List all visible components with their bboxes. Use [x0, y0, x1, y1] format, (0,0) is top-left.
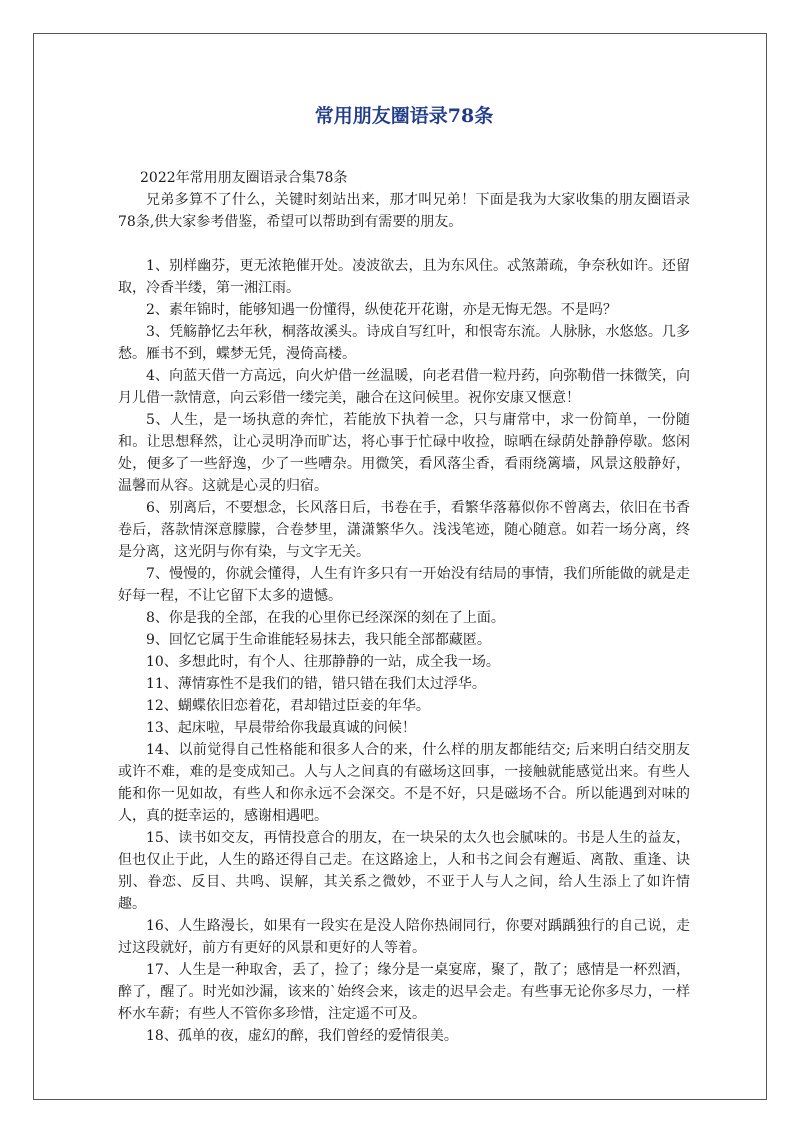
- list-item: 10、多想此时，有个人、往那静静的一站，成全我一场。: [146, 654, 500, 670]
- list-item: 4、向蓝天借一方高远，向火炉借一丝温暖，向老君借一粒丹药，向弥勒借一抹微笑，向月儿借一款情意，向云彩借一缕完美，融合在这问候里。祝你安康又惬意！: [118, 368, 690, 406]
- list-item: 9、回忆它属于生命谁能轻易抹去，我只能全部都藏匿。: [146, 632, 491, 648]
- list-item: 7、慢慢的，你就会懂得，人生有许多只有一开始没有结局的事情，我们所能做的就是走好每一程，不让它留下太多的遗憾。: [118, 566, 690, 604]
- list-item: 14、以前觉得自己性格能和很多人合的来，什么样的朋友都能结交; 后来明白结交朋友或许不难，难的是变成知己。人与人之间真的有磁场这回事，一接触就能感觉出来。有些人能和你一见如故，有些人和你永远不会深交。不是不好，只是磁场不合。所以能遇到对味的人，真的挺幸运的，感谢相遇吧。: [118, 742, 690, 824]
- list-item: 17、人生是一种取舍，丢了，捡了；缘分是一桌宴席，聚了，散了；感情是一杯烈酒，醉了，醒了。时光如沙漏，该来的`始终会来，该走的迟早会走。有些事无论你多尽力，一样杯水车薪；有些人不管你多珍惜，注定遥不可及。: [118, 962, 690, 1022]
- list-item: 11、薄情寡性不是我们的错，错只错在我们太过浮华。: [146, 676, 486, 692]
- intro-paragraph: 兄弟多算不了什么，关键时刻站出来，那才叫兄弟！下面是我为大家收集的朋友圈语录78条,供大家参考借鉴，希望可以帮助到有需要的朋友。: [118, 192, 690, 230]
- list-item: 12、蝴蝶依旧恋着花，君却错过臣妾的年华。: [146, 698, 430, 714]
- document-body: [118, 103, 690, 1047]
- list-item: 3、凭觞静忆去年秋，桐落故溪头。诗成自写红叶，和恨寄东流。人脉脉，水悠悠。几多愁。雁书不到，蝶梦无凭，漫倚高楼。: [118, 324, 690, 362]
- document-subtitle: 2022年常用朋友圈语录合集78条: [140, 170, 348, 186]
- list-item: 5、人生，是一场执意的奔忙，若能放下执着一念，只与庸常中，求一份简单，一份随和。让思想释然，让心灵明净而旷达，将心事于忙碌中收捡，晾晒在绿荫处静静停歇。悠闲处，便多了一些舒逸，少了一些嘈杂。用微笑，看风落尘香，看雨绕篱墙，风景这般静好，温馨而从容。这就是心灵的归宿。: [118, 412, 690, 494]
- list-item: 13、起床啦，早晨带给你我最真诚的问候！: [146, 720, 416, 736]
- list-item: 16、人生路漫长，如果有一段实在是没人陪你热闹同行，你要对踽踽独行的自己说，走过这段就好，前方有更好的风景和更好的人等着。: [118, 918, 690, 956]
- list-item: 1、别样幽芬，更无浓艳催开处。凌波欲去，且为东风住。忒煞萧疏，争奈秋如许。还留取，冷香半缕，第一湘江雨。: [118, 258, 690, 296]
- document-title: 常用朋友圈语录78条: [314, 105, 494, 127]
- list-item: 6、别离后，不要想念，长风落日后，书卷在手，看繁华落幕似你不曾离去，依旧在书香卷后，落款情深意朦朦，合卷梦里，潇潇繁华久。浅浅笔迹，随心随意。如若一场分离，终是分离，这光阴与你有染，与文字无关。: [118, 500, 690, 560]
- paragraph-spacer: [118, 233, 690, 255]
- list-item: 15、读书如交友，再情投意合的朋友，在一块呆的太久也会腻味的。书是人生的益友，但也仅止于此，人生的路还得自己走。在这路途上，人和书之间会有邂逅、离散、重逢、诀别、眷恋、反目、共鸣、误解，其关系之微妙，不亚于人与人之间，给人生添上了如许情趣。: [118, 830, 690, 912]
- list-item: 2、素年锦时，能够知遇一份懂得，纵使花开花谢，亦是无悔无怨。不是吗？: [146, 302, 617, 318]
- list-item: 18、孤单的夜，虚幻的醉，我们曾经的爱情很美。: [146, 1028, 458, 1044]
- list-item: 8、你是我的全部，在我的心里你已经深深的刻在了上面。: [146, 610, 505, 626]
